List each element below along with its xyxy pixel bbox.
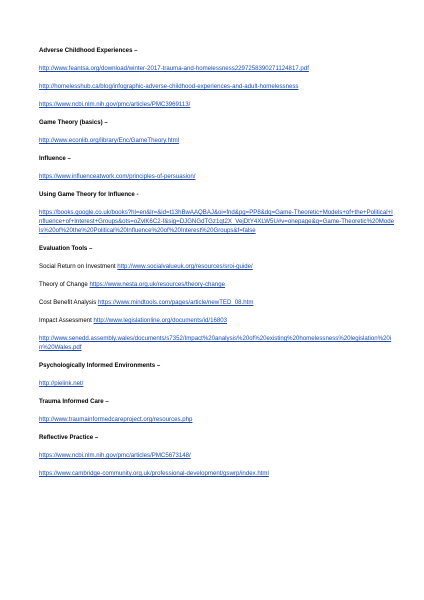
- reference-link[interactable]: http://www.senedd.assembly.wales/documents/s7352/Impact%20analysis%20of%20existing%20homelessness%20legislation%20in%20Wales.pdf: [39, 335, 392, 351]
- reference-item: [39, 172, 395, 181]
- reference-item: [39, 280, 395, 289]
- reference-link[interactable]: https://www.ncbi.nlm.nih.gov/pmc/articles/PMC5673148/: [39, 452, 191, 459]
- reference-label: Theory of Change: [39, 281, 88, 288]
- reference-link[interactable]: http://homelesshub.ca/blog/infographic-adverse-childhood-experiences-and-adult-homelessness: [39, 83, 299, 90]
- reference-link[interactable]: http://pielink.net/: [39, 380, 84, 387]
- reference-item: [39, 298, 395, 307]
- reference-item: [39, 208, 395, 235]
- reference-item: [39, 451, 395, 460]
- section-heading: Game Theory (basics) –: [39, 119, 108, 126]
- document-content: [39, 46, 395, 487]
- reference-link[interactable]: https://books.google.co.uk/books?hl=en&lr=&id=t13hBwAAQBAJ&oi=fnd&pg=PP8&dq=Game-Theoretic+Models+of+the+Political+Influence+of+Interest+Groups&ots=oZvlK6C2-f&sig=DJGNGdTGz1qt2X_VejDtY4XLW5U#v=onepage&q=Game-Theoretic%20Models%20of%20the%20Political%20Influence%20of%20Interest%20Groups&f=false: [39, 209, 395, 234]
- reference-item: [39, 64, 395, 73]
- reference-label: Social Return on Investment: [39, 263, 116, 270]
- reference-link[interactable]: http://www.feantsa.org/download/winter-2017-trauma-and-homelessness2297258390271124817.pdf: [39, 65, 309, 72]
- section-heading: Evaluation Tools –: [39, 245, 93, 252]
- reference-link[interactable]: http://www.legislationline.org/documents/id/16803: [93, 317, 228, 324]
- reference-item: [39, 262, 395, 271]
- reference-link[interactable]: https://www.nesta.org.uk/resources/theory-change: [89, 281, 225, 288]
- reference-item: [39, 379, 395, 388]
- reference-link[interactable]: https://www.ncbi.nlm.nih.gov/pmc/articles/PMC3969113/: [39, 101, 191, 108]
- section-heading: Using Game Theory for Influence -: [39, 191, 139, 198]
- reference-item: [39, 100, 395, 109]
- reference-item: [39, 415, 395, 424]
- reference-link[interactable]: http://www.traumainformedcareproject.org/resources.php: [39, 416, 193, 423]
- reference-label: Cost Benefit Analysis: [39, 299, 97, 306]
- reference-link[interactable]: http://www.socialvalueuk.org/resources/sroi-guide/: [117, 263, 253, 270]
- reference-link[interactable]: https://www.cambridge-community.org.uk/professional-development/gswrp/index.html: [39, 470, 269, 477]
- reference-item: [39, 316, 395, 325]
- reference-item: [39, 469, 395, 478]
- section-heading: Influence –: [39, 155, 71, 162]
- reference-item: [39, 334, 395, 352]
- section-heading: Psychologically Informed Environments –: [39, 362, 161, 369]
- section-heading: Trauma Informed Care –: [39, 398, 109, 405]
- section-heading: Adverse Childhood Experiences –: [39, 47, 138, 54]
- reference-link[interactable]: https://www.influenceatwork.com/principles-of-persuasion/: [39, 173, 196, 180]
- reference-label: Impact Assessment: [39, 317, 92, 324]
- reference-item: [39, 82, 395, 91]
- reference-link[interactable]: https://www.mindtools.com/pages/article/newTED_08.htm: [97, 299, 254, 306]
- reference-item: [39, 136, 395, 145]
- section-heading: Reflective Practice –: [39, 434, 99, 441]
- reference-link[interactable]: http://www.econlib.org/library/Enc/GameTheory.html: [39, 137, 180, 144]
